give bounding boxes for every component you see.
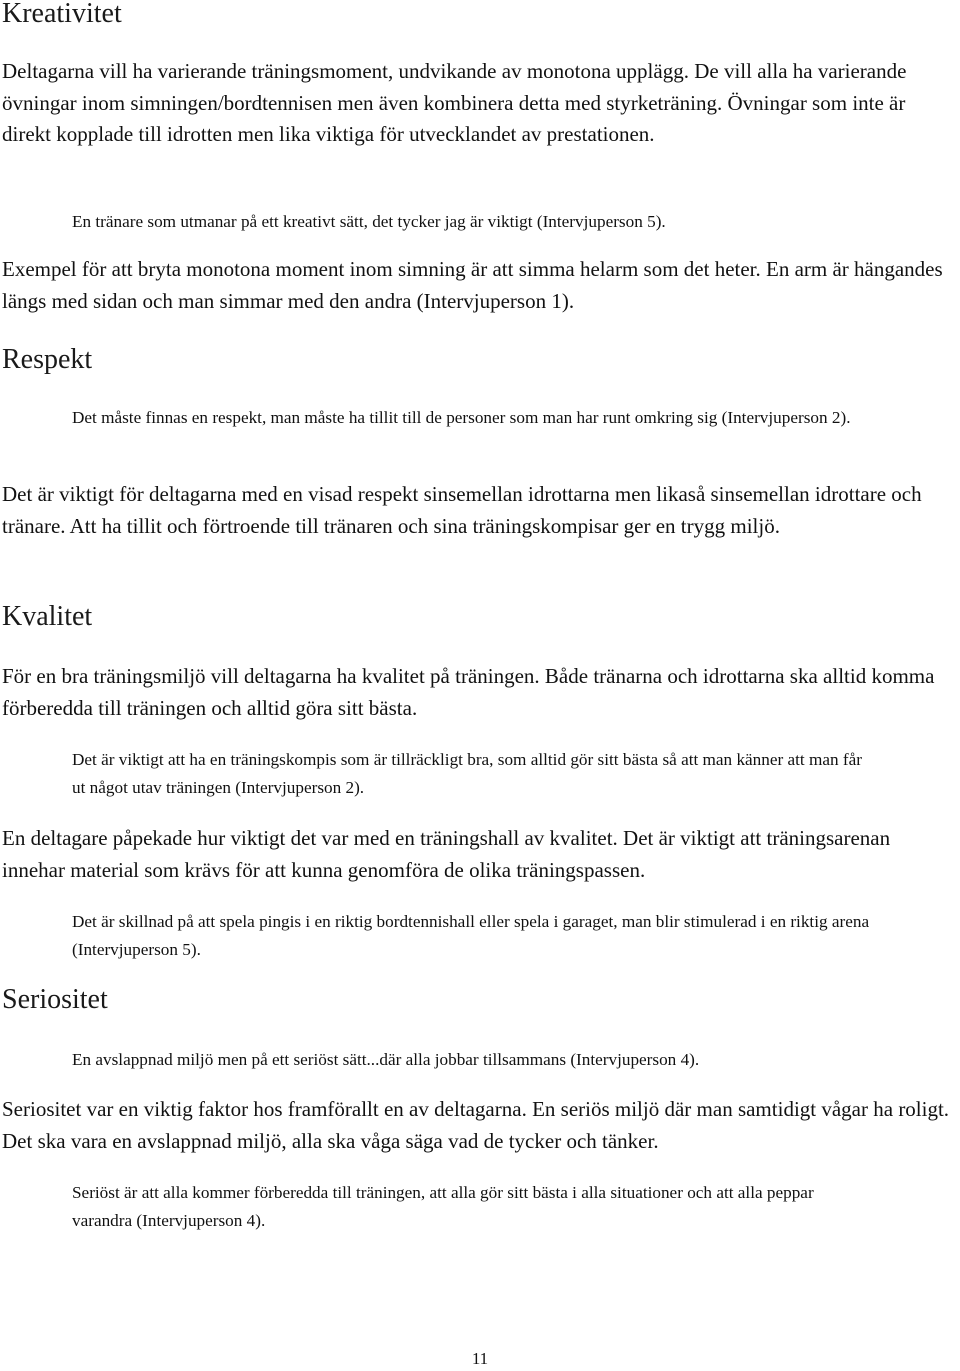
quote-seriositet-2: Seriöst är att alla kommer förberedda till träningen, att alla gör sitt bästa i alla situationer och att alla peppar varandra (Intervjuperson 4). <box>72 1183 814 1230</box>
section-heading-kreativitet: Kreativitet <box>2 0 122 29</box>
page-number: 11 <box>471 1349 489 1368</box>
quote-respekt-1: Det måste finnas en respekt, man måste ha tillit till de personer som man har runt omkring sig (Intervjuperson 2). <box>72 408 851 427</box>
section-heading-seriositet: Seriositet <box>2 984 108 1015</box>
section-heading-kvalitet: Kvalitet <box>2 601 93 632</box>
paragraph-kvalitet-1: För en bra träningsmiljö vill deltagarna ha kvalitet på träningen. Både tränarna och idrottarna ska alltid komma förberedda till träningen och alltid göra sitt bästa. <box>2 664 935 720</box>
quote-kvalitet-1: Det är viktigt att ha en träningskompis som är tillräckligt bra, som alltid gör sitt bästa så att man känner att man får ut något utav träningen (Intervjuperson 2). <box>72 750 862 797</box>
quote-kvalitet-2: Det är skillnad på att spela pingis i en riktig bordtennishall eller spela i garaget, man blir stimulerad i en riktig arena (Intervjuperson 5). <box>72 912 870 959</box>
section-heading-respekt: Respekt <box>2 344 93 375</box>
paragraph-seriositet-1: Seriositet var en viktig faktor hos framförallt en av deltagarna. En seriös miljö där man samtidigt vågar ha roligt. Det ska vara en avslappnad miljö, alla ska våga säga vad de tycker och tänker. <box>2 1097 950 1153</box>
quote-kreativitet-1: En tränare som utmanar på ett kreativt sätt, det tycker jag är viktigt (Intervjuperson 5). <box>72 212 666 231</box>
quote-seriositet-1: En avslappnad miljö men på ett seriöst sätt...där alla jobbar tillsammans (Intervjuperson 4). <box>72 1050 700 1069</box>
paragraph-kreativitet-1: Deltagarna vill ha varierande träningsmoment, undvikande av monotona upplägg. De vill alla ha varierande övningar inom simningen/bordtennisen men även kombinera detta med styrketräning. Övningar som inte är direkt kopplade till idrotten men lika viktiga för utvecklandet av prestationen. <box>2 59 907 146</box>
paragraph-respekt-1: Det är viktigt för deltagarna med en visad respekt sinsemellan idrottarna men likaså sinsemellan idrottare och tränare. Att ha tillit och förtroende till tränaren och sina träningskompisar ger en trygg miljö. <box>2 482 922 538</box>
paragraph-kvalitet-2: En deltagare påpekade hur viktigt det var med en träningshall av kvalitet. Det är viktigt att träningsarenan innehar material som krävs för att kunna genomföra de olika träningspassen. <box>2 826 891 882</box>
paragraph-kreativitet-2: Exempel för att bryta monotona moment inom simning är att simma helarm som det heter. En arm är hängandes längs med sidan och man simmar med den andra (Intervjuperson 1). <box>2 257 943 313</box>
